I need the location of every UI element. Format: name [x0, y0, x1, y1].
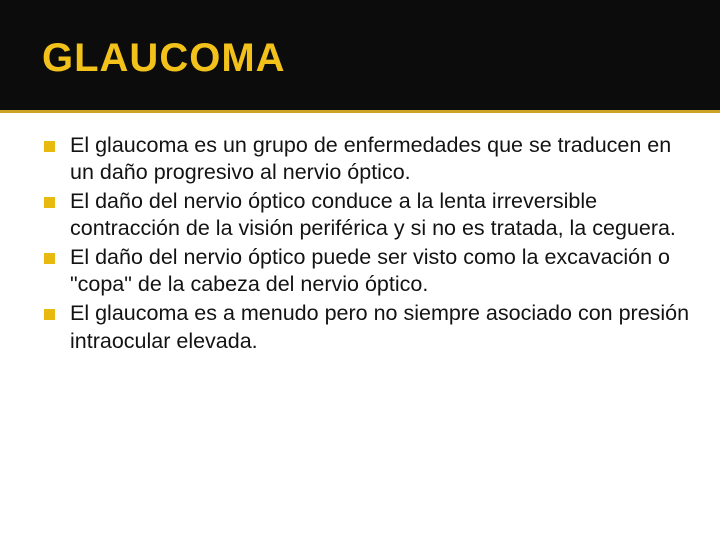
square-bullet-icon [44, 309, 55, 320]
square-bullet-icon [44, 197, 55, 208]
bullet-text: El daño del nervio óptico puede ser visto como la excavación o "copa" de la cabeza del nervio óptico. [70, 245, 670, 297]
title-band [0, 0, 720, 110]
slide-body [30, 132, 690, 357]
square-bullet-icon [44, 253, 55, 264]
bullet-text: El glaucoma es a menudo pero no siempre asociado con presión intraocular elevada. [70, 301, 690, 353]
page-title: GLAUCOMA [42, 36, 286, 80]
list-item [30, 188, 690, 242]
bullet-text: El daño del nervio óptico conduce a la lenta irreversible contracción de la visión periférica y si no es tratada, la ceguera. [70, 189, 676, 241]
bullet-list [30, 132, 690, 355]
square-bullet-icon [44, 141, 55, 152]
list-item [30, 300, 690, 354]
title-divider [0, 110, 720, 113]
list-item [30, 132, 690, 186]
list-item [30, 244, 690, 298]
bullet-text: El glaucoma es un grupo de enfermedades que se traducen en un daño progresivo al nervio óptico. [70, 133, 672, 185]
